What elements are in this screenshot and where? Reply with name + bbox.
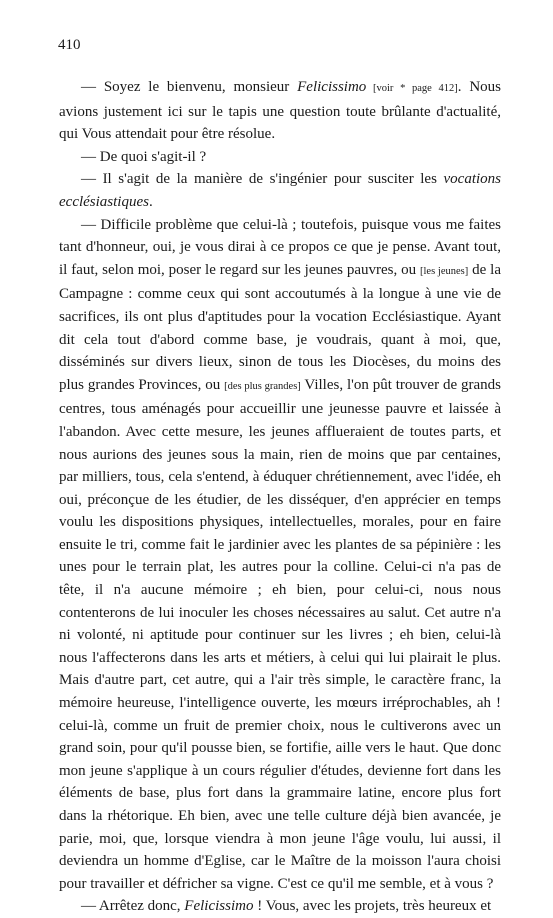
text-run: — Difficile problème que celui-là ; toutefois, puisque vous me faites tant d'honneur, oui, je vous dirai à ce propos ce que je pense. Avant tout, il faut, selon moi, poser le regard sur les jeunes pauvres, ou	[59, 216, 501, 278]
page-reference: [voir * page 412]	[366, 83, 458, 94]
text-run: ! Vous, avec les projets, très heureux et	[253, 898, 492, 915]
editorial-insertion: [des plus grandes]	[224, 380, 301, 392]
text-run: .	[148, 193, 153, 210]
text-run: . Nous avions justement ici sur le tapis une question toute brûlante d'actualité, qui Vous attendait pour être résolue.	[59, 79, 501, 143]
editorial-insertion: [les jeunes]	[420, 265, 469, 277]
text-run: Villes, l'on pût trouver de grands centres, tous aménagés pour accueillir une jeunesse pauvre et laissée à l'abandon. Avec cette mesure, les jeunes afflueraient de toutes parts, et nous aurions des jeunes sous la main, rien de moins que par centaines, par milliers, tous, cela s'entend, à éduquer chrétiennement, avec l'idée, eh oui, préconçue de les étudier, de les disséquer, d'en apprécier en temps voulu les dispositions physiques, intellectuelles, morales, pour en faire ensuite le tri, comme fait le jardinier avec les plantes de sa pépinière : les unes pour le terrain plat, les autres pour la colline. Celui-ci n'a pas de tête, il n'a aucune mémoire ; eh bien, pour celui-ci, nous nous contenterons de lui inoculer les choses nécessaires au salut. Cet autre n'a ni volonté, ni aptitude pour continuer sur les livres ; eh bien, celui-là nous l'affecterons dans les arts et métiers, à celui qui lui plairait le plus. Mais d'autre part, cet autre, qui a l'air très simple, le caractère franc, la mémoire heureuse, l'intelligence ouverte, les mœurs irréprochables, ah ! celui-là, comme un fruit de premier choix, nous le cultiverons avec un grand soin, pour qu'il pousse bien, se fortifie, aille vers le haut. Que donc mon jeune s'applique à un cours régulier d'études, devienne fort dans les éléments de base, plus fort dans la grammaire latine, encore plus fort dans la rhétorique. Eh bien, avec une telle culture déjà bien avancée, je parie, moi, que, lorsque viendra à mon jeune l'âge voulu, lui aussi, il deviendra un homme d'Eglise, car le Maître de la moisson l'aura choisi pour travailler et défricher sa vigne. C'est ce qu'il me semble, et à vous ?	[59, 376, 501, 892]
italic-phrase: vocations ecclésiastiques	[59, 171, 501, 210]
text-run: de la Campagne : comme ceux qui sont accoutumés à la longue à une vie de sacrifices, ils ont plus d'aptitudes pour la vocation Ecclésiastique. Ayant dit cela tout d'abord comme base, je voudrais, quant à moi, que, disséminés sur divers lieux, sinon de tous les Diocèses, du moins des plus grandes Provinces, ou	[59, 261, 501, 393]
paragraph-closing	[59, 895, 501, 918]
text-run: — Arrêtez donc,	[81, 898, 185, 915]
body-text	[59, 76, 501, 918]
paragraph-question: — De quoi s'agit-il ?	[81, 148, 207, 165]
speaker-name: Felicissimo	[297, 79, 367, 95]
speaker-name: Felicissimo	[184, 898, 254, 915]
text-run: — Soyez le bienvenu, monsieur	[81, 79, 298, 95]
paragraph-answer	[59, 214, 501, 896]
page-number: 410	[58, 37, 81, 53]
paragraph-greeting	[59, 76, 501, 146]
paragraph-topic	[59, 168, 501, 213]
text-run: — Il s'agit de la manière de s'ingénier pour susciter les	[81, 171, 444, 188]
